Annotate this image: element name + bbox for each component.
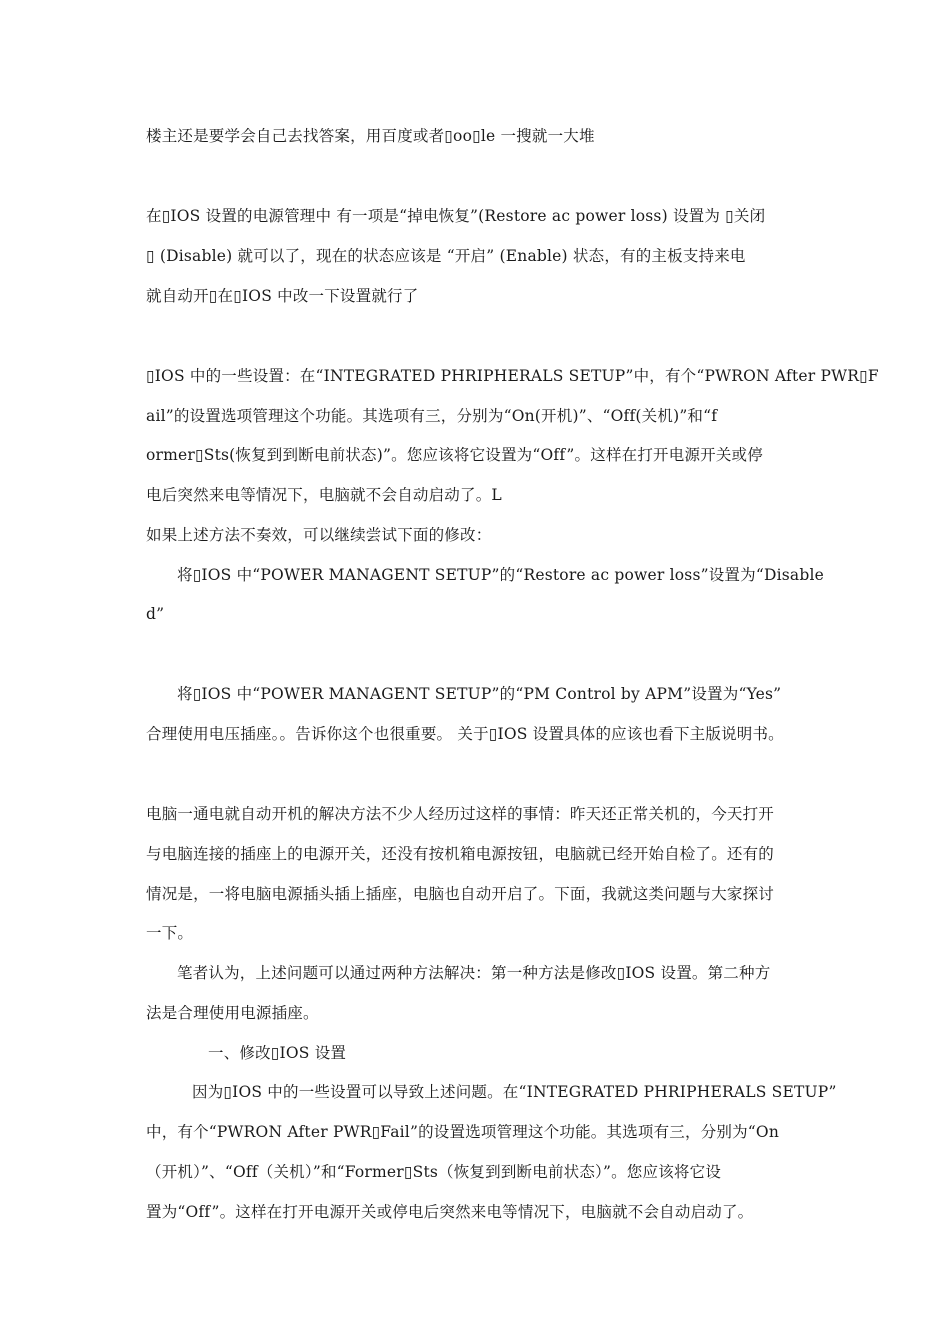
text-line: ▯IOS 中的一些设置：在“INTEGRATED PHRIPHERALS SETUP”中，有个“PWRON After PWR▯F xyxy=(146,367,879,385)
text-line: 中，有个“PWRON After PWR▯Fail”的设置选项管理这个功能。其选项有三，分别为“On xyxy=(146,1123,780,1141)
text-line: 法是合理使用电源插座。 xyxy=(146,1004,319,1022)
text-line: d” xyxy=(146,605,165,623)
text-line: 因为▯IOS 中的一些设置可以导致上述问题。在“INTEGRATED PHRIPHERALS SETUP” xyxy=(192,1083,837,1101)
text-line: ail”的设置选项管理这个功能。其选项有三，分别为“On(开机)”、“Off(关机)”和“f xyxy=(146,407,718,425)
section-heading: 一、修改▯IOS 设置 xyxy=(208,1044,347,1062)
text-line: 楼主还是要学会自己去找答案，用百度或者▯oo▯le 一搜就一大堆 xyxy=(146,127,595,145)
text-line: 电脑一通电就自动开机的解决方法不少人经历过这样的事情：昨天还正常关机的，今天打开 xyxy=(146,805,775,823)
text-line: 笔者认为，上述问题可以通过两种方法解决：第一种方法是修改▯IOS 设置。第二种方 xyxy=(177,964,771,982)
text-line: （开机）”、“Off（关机）”和“Former▯Sts（恢复到到断电前状态）”。您应该将它设 xyxy=(146,1163,722,1181)
text-line: 在▯IOS 设置的电源管理中 有一项是“掉电恢复”(Restore ac power loss) 设置为 ▯关闭 xyxy=(146,207,766,225)
text-line: 将▯IOS 中“POWER MANAGENT SETUP”的“Restore ac power loss”设置为“Disable xyxy=(177,566,824,584)
text-line: 合理使用电压插座。。告诉你这个也很重要。 关于▯IOS 设置具体的应该也看下主版说明书。 xyxy=(146,725,784,743)
text-line: 电后突然来电等情况下，电脑就不会自动启动了。L xyxy=(146,486,502,504)
text-line: 就自动开▯在▯IOS 中改一下设置就行了 xyxy=(146,287,419,305)
text-line: 将▯IOS 中“POWER MANAGENT SETUP”的“PM Control by APM”设置为“Yes” xyxy=(177,685,782,703)
text-line: 与电脑连接的插座上的电源开关，还没有按机箱电源按钮，电脑就已经开始自检了。还有的 xyxy=(146,845,775,863)
text-line: ormer▯Sts(恢复到到断电前状态)”。您应该将它设置为“Off”。这样在打开电源开关或停 xyxy=(146,446,763,464)
text-line: 如果上述方法不奏效，可以继续尝试下面的修改： xyxy=(146,526,492,544)
text-line: 一下。 xyxy=(146,924,194,942)
text-line: 置为“Off”。这样在打开电源开关或停电后突然来电等情况下，电脑就不会自动启动了。 xyxy=(146,1203,754,1221)
text-line: 情况是，一将电脑电源插头插上插座，电脑也自动开启了。下面，我就这类问题与大家探讨 xyxy=(146,885,775,903)
text-line: ▯ (Disable) 就可以了，现在的状态应该是 “开启” (Enable) 状态，有的主板支持来电 xyxy=(146,247,746,265)
